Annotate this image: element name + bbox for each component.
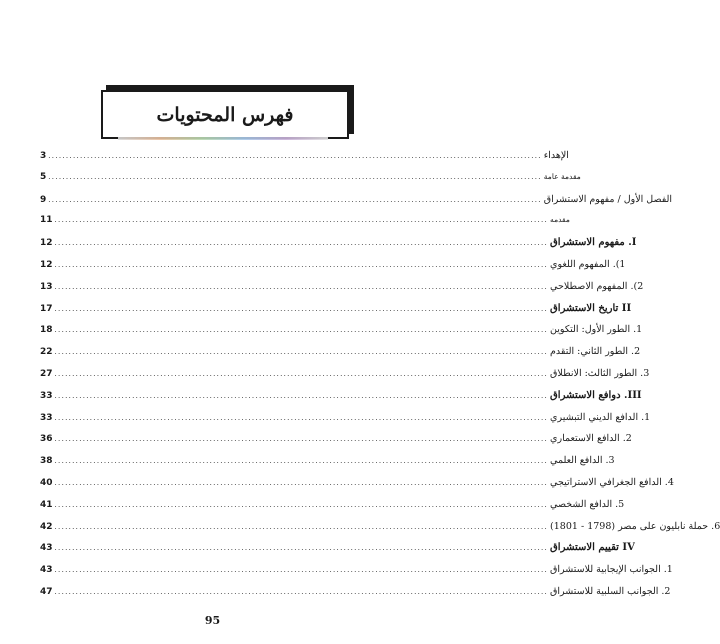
toc-entry-label: III. دوافع الاستشراق <box>550 389 642 401</box>
toc-entry-label: 1. الطور الأول: التكوين <box>550 324 643 336</box>
toc-entry-page: 3 <box>40 151 47 161</box>
toc-leader-dots: ............................................................................................................................................ <box>54 413 549 422</box>
toc-entry <box>40 171 581 194</box>
toc-entry-page: 33 <box>40 390 53 401</box>
toc-entry-label: 6. حملة نابليون على مصر (1798 - 1801) <box>550 520 720 532</box>
toc-entry <box>40 411 651 434</box>
toc-entry-page: 17 <box>40 303 53 314</box>
toc-entry-label: 3. الطور الثالث: الانطلاق <box>550 367 650 379</box>
toc-entry-page: 12 <box>40 259 53 270</box>
toc-leader-dots: ............................................................................................................................................ <box>54 348 549 357</box>
toc-entry <box>40 302 632 325</box>
toc-entry-page: 42 <box>40 521 53 532</box>
toc-entry <box>40 433 632 455</box>
toc-leader-dots: ............................................................................................................................................ <box>48 195 542 204</box>
toc-entry <box>40 215 570 237</box>
toc-entry <box>40 150 569 172</box>
toc-entry <box>40 237 637 259</box>
toc-entry-label: الإهداء <box>543 150 569 161</box>
toc-entry <box>40 324 643 346</box>
toc-entry <box>40 564 673 586</box>
toc-entry <box>40 498 625 521</box>
toc-entry <box>40 193 673 216</box>
toc-entry-label: مقدمه <box>550 215 570 225</box>
title-underline-decoration <box>118 137 328 140</box>
toc-leader-dots: ............................................................................................................................................ <box>54 326 549 335</box>
toc-entry-label: 2). المفهوم الاصطلاحي <box>550 280 644 292</box>
toc-leader-dots: ............................................................................................................................................ <box>54 500 549 509</box>
toc-entry <box>40 585 671 608</box>
toc-entry-page: 13 <box>40 281 53 292</box>
toc-entry-page: 43 <box>40 543 53 554</box>
toc-leader-dots: ............................................................................................................................................ <box>54 369 549 378</box>
toc-entry-label: الفصل الأول / مفهوم الاستشراق <box>543 193 673 205</box>
toc-leader-dots: ............................................................................................................................................ <box>54 457 549 466</box>
toc-entry-page: 33 <box>40 412 53 423</box>
toc-entry <box>40 346 641 368</box>
toc-entry-page: 41 <box>40 499 53 510</box>
toc-entry-label: 1). المفهوم اللغوي <box>550 258 626 270</box>
toc-leader-dots: ............................................................................................................................................ <box>54 566 549 575</box>
toc-entry-page: 9 <box>40 194 47 205</box>
toc-leader-dots: ............................................................................................................................................ <box>54 522 549 531</box>
toc-leader-dots: ............................................................................................................................................ <box>54 282 549 291</box>
table-of-contents <box>40 150 720 608</box>
toc-entry-label: 1. الجوانب الإيجابية للاستشراق <box>550 564 673 576</box>
toc-entry-label: 5. الدافع الشخصي <box>550 498 625 510</box>
toc-entry-label: 2. الجوانب السلبية للاستشراق <box>550 585 671 597</box>
toc-leader-dots: ............................................................................................................................................ <box>48 152 542 160</box>
page-number: 95 <box>204 614 221 627</box>
toc-entry-label: 3. الدافع العلمي <box>550 455 615 467</box>
toc-entry-label: 2. الطور الثاني: التقدم <box>550 346 641 358</box>
toc-entry <box>40 389 642 412</box>
toc-entry <box>40 455 615 477</box>
toc-entry-page: 11 <box>40 215 53 226</box>
toc-entry <box>40 367 650 390</box>
toc-entry-page: 47 <box>40 586 53 597</box>
toc-entry-label: مقدمة عامة <box>543 171 581 181</box>
toc-entry <box>40 476 674 499</box>
toc-entry <box>40 520 720 543</box>
toc-entry-page: 27 <box>40 368 53 379</box>
toc-leader-dots: ............................................................................................................................................ <box>54 587 549 596</box>
toc-leader-dots: ............................................................................................................................................ <box>54 304 549 313</box>
toc-title-box <box>101 90 349 139</box>
toc-entry-label: 1. الدافع الديني التبشيري <box>550 411 651 423</box>
toc-entry-page: 18 <box>40 325 53 336</box>
toc-entry-page: 12 <box>40 238 53 249</box>
toc-entry-page: 38 <box>40 456 53 467</box>
toc-leader-dots: ............................................................................................................................................ <box>54 239 549 248</box>
toc-entry-page: 22 <box>40 347 53 358</box>
toc-leader-dots: ............................................................................................................................................ <box>54 435 549 444</box>
toc-entry-label: I. مفهوم الاستشراق <box>550 237 637 249</box>
toc-leader-dots: ............................................................................................................................................ <box>54 478 549 487</box>
toc-entry-page: 43 <box>40 565 53 576</box>
toc-entry-label: 2. الدافع الاستعماري <box>550 433 632 445</box>
toc-entry-page: 36 <box>40 434 53 445</box>
toc-entry <box>40 258 626 281</box>
toc-entry-label: 4. الدافع الجغرافي الاستراتيجي <box>550 476 674 488</box>
toc-entry-label: IV تقييم الاستشراق <box>550 542 635 554</box>
toc-title: فهرس المحتويات <box>156 103 294 126</box>
toc-entry <box>40 280 644 303</box>
toc-leader-dots: ............................................................................................................................................ <box>54 391 549 400</box>
toc-entry-page: 40 <box>40 477 53 488</box>
toc-leader-dots: ............................................................................................................................................ <box>48 172 542 181</box>
toc-leader-dots: ............................................................................................................................................ <box>54 260 549 269</box>
toc-entry-page: 5 <box>40 171 47 182</box>
toc-entry <box>40 542 635 564</box>
toc-leader-dots: ............................................................................................................................................ <box>54 544 549 553</box>
toc-entry-label: II تاريخ الاستشراق <box>550 302 632 314</box>
toc-leader-dots: ............................................................................................................................................ <box>54 216 549 225</box>
